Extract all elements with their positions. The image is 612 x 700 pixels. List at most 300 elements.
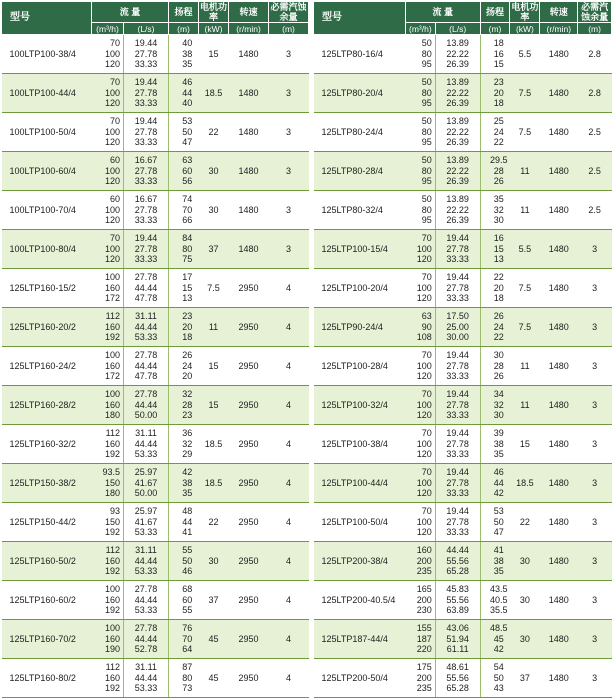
flow-ls-cell: 48.61 55.56 65.28 xyxy=(435,659,480,698)
table-row xyxy=(2,191,309,230)
power-cell: 7.5 xyxy=(510,308,540,347)
flow-m3h-cell: 100 160 172 xyxy=(92,269,124,308)
flow-ls-cell: 45.83 55.56 63.89 xyxy=(435,581,480,620)
flow-m3h-cell: 93 150 192 xyxy=(92,503,124,542)
model-cell: 125LTP80-32/4 xyxy=(314,191,406,230)
power-cell: 5.5 xyxy=(510,35,540,74)
flow-m3h-cell: 112 160 192 xyxy=(92,659,124,698)
flow-ls-cell: 31.11 44.44 53.33 xyxy=(124,542,169,581)
model-cell: 125LTP80-20/4 xyxy=(314,74,406,113)
flow-ls-cell: 27.78 44.44 50.00 xyxy=(124,386,169,425)
speed-cell: 1480 xyxy=(540,230,578,269)
power-cell: 5.5 xyxy=(510,230,540,269)
header-power-unit: (kW) xyxy=(199,23,229,35)
header-power: 电机功率 xyxy=(511,2,539,22)
head-cell: 17 15 13 xyxy=(169,269,199,308)
flow-m3h-cell: 70 100 120 xyxy=(92,230,124,269)
table-row xyxy=(2,425,309,464)
table-row xyxy=(314,386,612,425)
header-speed: 转速 xyxy=(229,2,269,23)
flow-ls-cell: 19.44 27.78 33.33 xyxy=(124,35,169,74)
flow-ls-cell: 19.44 27.78 33.33 xyxy=(435,230,480,269)
speed-cell: 1480 xyxy=(229,230,269,269)
table-row xyxy=(314,230,612,269)
speed-cell: 2950 xyxy=(229,581,269,620)
flow-m3h-cell: 50 80 95 xyxy=(405,74,435,113)
pump-spec-table-left xyxy=(1,1,309,698)
model-cell: 125LTP100-38/4 xyxy=(314,425,406,464)
header-head-unit: (m) xyxy=(480,23,510,35)
npsh-cell: 3 xyxy=(269,74,309,113)
flow-ls-cell: 17.50 25.00 30.00 xyxy=(435,308,480,347)
model-cell: 125LTP90-24/4 xyxy=(314,308,406,347)
flow-ls-cell: 43.06 51.94 61.11 xyxy=(435,620,480,659)
speed-cell: 1480 xyxy=(229,191,269,230)
speed-cell: 1480 xyxy=(540,386,578,425)
head-cell: 53 50 47 xyxy=(169,113,199,152)
flow-m3h-cell: 70 100 120 xyxy=(405,269,435,308)
npsh-cell: 3 xyxy=(578,659,612,698)
flow-m3h-cell: 112 160 192 xyxy=(92,308,124,347)
power-cell: 30 xyxy=(510,581,540,620)
head-cell: 48.5 45 42 xyxy=(480,620,510,659)
model-cell: 125LTP100-50/4 xyxy=(314,503,406,542)
power-cell: 45 xyxy=(199,620,229,659)
power-cell: 18.5 xyxy=(199,464,229,503)
power-cell: 30 xyxy=(510,620,540,659)
model-cell: 125LTP100-44/4 xyxy=(314,464,406,503)
flow-m3h-cell: 70 100 120 xyxy=(92,74,124,113)
flow-m3h-cell: 63 90 108 xyxy=(405,308,435,347)
flow-ls-cell: 16.67 27.78 33.33 xyxy=(124,152,169,191)
head-cell: 41 38 35 xyxy=(480,542,510,581)
speed-cell: 1480 xyxy=(540,347,578,386)
model-cell: 125LTP150-38/2 xyxy=(2,464,92,503)
flow-m3h-cell: 60 100 120 xyxy=(92,152,124,191)
header-speed-unit: (r/min) xyxy=(540,23,578,35)
npsh-cell: 3 xyxy=(269,152,309,191)
header-model: 型号 xyxy=(314,2,406,35)
power-cell: 11 xyxy=(510,386,540,425)
head-cell: 74 70 66 xyxy=(169,191,199,230)
speed-cell: 2950 xyxy=(229,620,269,659)
speed-cell: 2950 xyxy=(229,347,269,386)
model-cell: 125LTP160-70/2 xyxy=(2,620,92,659)
flow-m3h-cell: 70 100 120 xyxy=(92,35,124,74)
flow-ls-cell: 19.44 27.78 33.33 xyxy=(435,347,480,386)
head-cell: 48 44 41 xyxy=(169,503,199,542)
head-cell: 36 32 29 xyxy=(169,425,199,464)
speed-cell: 1480 xyxy=(229,113,269,152)
model-cell: 100LTP100-38/4 xyxy=(2,35,92,74)
table-row xyxy=(2,620,309,659)
flow-ls-cell: 13.89 22.22 26.39 xyxy=(435,113,480,152)
table-row xyxy=(2,464,309,503)
table-row xyxy=(314,308,612,347)
header-flow-m3h: (m³/h) xyxy=(405,23,435,35)
head-cell: 46 44 42 xyxy=(480,464,510,503)
speed-cell: 1480 xyxy=(540,191,578,230)
flow-m3h-cell: 70 100 120 xyxy=(405,386,435,425)
power-cell: 11 xyxy=(510,152,540,191)
head-cell: 42 38 35 xyxy=(169,464,199,503)
flow-ls-cell: 19.44 27.78 33.33 xyxy=(435,269,480,308)
model-cell: 100LTP100-70/4 xyxy=(2,191,92,230)
table-row xyxy=(2,503,309,542)
speed-cell: 1480 xyxy=(540,659,578,698)
header-flow-ls: (L/s) xyxy=(435,23,480,35)
power-cell: 15 xyxy=(199,35,229,74)
power-cell: 18.5 xyxy=(199,425,229,464)
speed-cell: 1480 xyxy=(540,464,578,503)
npsh-cell: 4 xyxy=(269,503,309,542)
speed-cell: 1480 xyxy=(229,74,269,113)
flow-ls-cell: 13.89 22.22 26.39 xyxy=(435,35,480,74)
model-cell: 125LTP187-44/4 xyxy=(314,620,406,659)
table-row xyxy=(314,347,612,386)
table-row xyxy=(314,503,612,542)
power-cell: 45 xyxy=(199,659,229,698)
model-cell: 125LTP100-28/4 xyxy=(314,347,406,386)
header-npsh-unit: (m) xyxy=(269,23,309,35)
table-row xyxy=(2,152,309,191)
npsh-cell: 4 xyxy=(269,464,309,503)
head-cell: 40 38 35 xyxy=(169,35,199,74)
power-cell: 11 xyxy=(510,347,540,386)
head-cell: 26 24 22 xyxy=(480,308,510,347)
flow-m3h-cell: 112 160 192 xyxy=(92,425,124,464)
power-cell: 22 xyxy=(510,503,540,542)
table-row xyxy=(2,74,309,113)
head-cell: 32 28 23 xyxy=(169,386,199,425)
head-cell: 16 15 13 xyxy=(480,230,510,269)
table-row xyxy=(2,230,309,269)
table-row xyxy=(2,386,309,425)
npsh-cell: 3 xyxy=(578,503,612,542)
flow-m3h-cell: 70 100 120 xyxy=(405,464,435,503)
power-cell: 37 xyxy=(199,230,229,269)
table-row xyxy=(314,659,612,698)
npsh-cell: 4 xyxy=(269,581,309,620)
npsh-cell: 3 xyxy=(578,464,612,503)
flow-ls-cell: 16.67 27.78 33.33 xyxy=(124,191,169,230)
npsh-cell: 4 xyxy=(269,659,309,698)
power-cell: 7.5 xyxy=(510,113,540,152)
flow-ls-cell: 19.44 27.78 33.33 xyxy=(435,464,480,503)
model-cell: 125LTP200-40.5/4 xyxy=(314,581,406,620)
header-flow-ls: (L/s) xyxy=(124,23,169,35)
table-row xyxy=(314,269,612,308)
flow-ls-cell: 44.44 55.56 65.28 xyxy=(435,542,480,581)
head-cell: 35 32 30 xyxy=(480,191,510,230)
power-cell: 15 xyxy=(199,347,229,386)
power-cell: 22 xyxy=(199,503,229,542)
npsh-cell: 4 xyxy=(269,425,309,464)
table-row xyxy=(314,74,612,113)
npsh-cell: 2.5 xyxy=(578,152,612,191)
flow-m3h-cell: 160 200 235 xyxy=(405,542,435,581)
npsh-cell: 3 xyxy=(578,581,612,620)
power-cell: 30 xyxy=(510,542,540,581)
model-cell: 125LTP160-20/2 xyxy=(2,308,92,347)
model-cell: 125LTP100-32/4 xyxy=(314,386,406,425)
model-cell: 125LTP160-80/2 xyxy=(2,659,92,698)
table-row xyxy=(2,347,309,386)
power-cell: 7.5 xyxy=(510,269,540,308)
table-row xyxy=(2,542,309,581)
power-cell: 15 xyxy=(199,386,229,425)
table-row xyxy=(314,35,612,74)
flow-ls-cell: 19.44 27.78 33.33 xyxy=(124,230,169,269)
flow-m3h-cell: 155 187 220 xyxy=(405,620,435,659)
flow-ls-cell: 13.89 22.22 26.39 xyxy=(435,191,480,230)
speed-cell: 2950 xyxy=(229,542,269,581)
speed-cell: 1480 xyxy=(540,269,578,308)
head-cell: 25 24 22 xyxy=(480,113,510,152)
flow-m3h-cell: 112 160 192 xyxy=(92,542,124,581)
model-cell: 125LTP200-38/4 xyxy=(314,542,406,581)
npsh-cell: 3 xyxy=(269,113,309,152)
head-cell: 54 50 43 xyxy=(480,659,510,698)
model-cell: 125LTP150-44/2 xyxy=(2,503,92,542)
power-cell: 18.5 xyxy=(510,464,540,503)
head-cell: 30 28 26 xyxy=(480,347,510,386)
model-cell: 125LTP80-24/4 xyxy=(314,113,406,152)
power-cell: 30 xyxy=(199,542,229,581)
npsh-cell: 2.5 xyxy=(578,113,612,152)
flow-ls-cell: 25.97 41.67 53.33 xyxy=(124,503,169,542)
power-cell: 37 xyxy=(199,581,229,620)
npsh-cell: 3 xyxy=(269,191,309,230)
power-cell: 11 xyxy=(510,191,540,230)
npsh-cell: 3 xyxy=(578,425,612,464)
npsh-cell: 4 xyxy=(269,308,309,347)
flow-m3h-cell: 50 80 95 xyxy=(405,113,435,152)
flow-m3h-cell: 70 100 120 xyxy=(405,503,435,542)
head-cell: 29.5 28 26 xyxy=(480,152,510,191)
flow-ls-cell: 27.78 44.44 47.78 xyxy=(124,269,169,308)
table-row xyxy=(2,308,309,347)
model-cell: 125LTP160-28/2 xyxy=(2,386,92,425)
power-cell: 7.5 xyxy=(199,269,229,308)
model-cell: 100LTP100-80/4 xyxy=(2,230,92,269)
speed-cell: 1480 xyxy=(540,113,578,152)
model-cell: 125LTP160-50/2 xyxy=(2,542,92,581)
npsh-cell: 3 xyxy=(269,230,309,269)
model-cell: 125LTP100-15/4 xyxy=(314,230,406,269)
flow-ls-cell: 27.78 44.44 47.78 xyxy=(124,347,169,386)
header-head-unit: (m) xyxy=(169,23,199,35)
head-cell: 63 60 56 xyxy=(169,152,199,191)
header-power-unit: (kW) xyxy=(510,23,540,35)
table-row xyxy=(314,113,612,152)
head-cell: 68 60 55 xyxy=(169,581,199,620)
speed-cell: 1480 xyxy=(540,35,578,74)
head-cell: 18 16 15 xyxy=(480,35,510,74)
head-cell: 55 50 46 xyxy=(169,542,199,581)
head-cell: 76 70 64 xyxy=(169,620,199,659)
speed-cell: 2950 xyxy=(229,386,269,425)
power-cell: 30 xyxy=(199,191,229,230)
npsh-cell: 3 xyxy=(578,620,612,659)
model-cell: 125LTP160-32/2 xyxy=(2,425,92,464)
flow-m3h-cell: 93.5 150 180 xyxy=(92,464,124,503)
header-model: 型号 xyxy=(2,2,92,35)
header-head: 扬程 xyxy=(169,2,199,23)
model-cell: 125LTP80-16/4 xyxy=(314,35,406,74)
model-cell: 125LTP80-28/4 xyxy=(314,152,406,191)
flow-ls-cell: 31.11 44.44 53.33 xyxy=(124,659,169,698)
header-power: 电机功率 xyxy=(199,2,227,22)
flow-m3h-cell: 70 100 120 xyxy=(405,425,435,464)
npsh-cell: 2.8 xyxy=(578,74,612,113)
table-row xyxy=(314,191,612,230)
flow-ls-cell: 27.78 44.44 52.78 xyxy=(124,620,169,659)
flow-m3h-cell: 60 100 120 xyxy=(92,191,124,230)
flow-m3h-cell: 50 80 95 xyxy=(405,35,435,74)
npsh-cell: 3 xyxy=(578,230,612,269)
npsh-cell: 4 xyxy=(269,620,309,659)
header-npsh: 必需汽蚀余量 xyxy=(578,2,612,23)
flow-ls-cell: 19.44 27.78 33.33 xyxy=(124,74,169,113)
flow-m3h-cell: 100 160 192 xyxy=(92,581,124,620)
flow-ls-cell: 13.89 22.22 26.39 xyxy=(435,74,480,113)
model-cell: 125LTP100-20/4 xyxy=(314,269,406,308)
head-cell: 53 50 47 xyxy=(480,503,510,542)
power-cell: 7.5 xyxy=(510,74,540,113)
npsh-cell: 3 xyxy=(578,542,612,581)
table-row xyxy=(314,581,612,620)
flow-ls-cell: 31.11 44.44 53.33 xyxy=(124,308,169,347)
model-cell: 100LTP100-44/4 xyxy=(2,74,92,113)
flow-m3h-cell: 70 100 120 xyxy=(405,347,435,386)
table-row xyxy=(314,425,612,464)
npsh-cell: 2.8 xyxy=(578,35,612,74)
speed-cell: 1480 xyxy=(540,308,578,347)
head-cell: 87 80 73 xyxy=(169,659,199,698)
header-npsh: 必需汽蚀余量 xyxy=(270,2,307,22)
speed-cell: 1480 xyxy=(540,581,578,620)
flow-m3h-cell: 175 200 235 xyxy=(405,659,435,698)
table-row xyxy=(2,35,309,74)
flow-ls-cell: 19.44 27.78 33.33 xyxy=(435,503,480,542)
speed-cell: 2950 xyxy=(229,269,269,308)
power-cell: 30 xyxy=(199,152,229,191)
header-speed: 转速 xyxy=(540,2,578,23)
header-speed-unit: (r/min) xyxy=(229,23,269,35)
speed-cell: 1480 xyxy=(540,74,578,113)
speed-cell: 1480 xyxy=(540,503,578,542)
speed-cell: 2950 xyxy=(229,503,269,542)
flow-m3h-cell: 165 200 230 xyxy=(405,581,435,620)
head-cell: 84 80 75 xyxy=(169,230,199,269)
npsh-cell: 3 xyxy=(578,269,612,308)
table-row xyxy=(314,464,612,503)
flow-ls-cell: 19.44 27.78 33.33 xyxy=(124,113,169,152)
header-flow: 流 量 xyxy=(92,2,169,23)
head-cell: 39 38 35 xyxy=(480,425,510,464)
table-row xyxy=(314,542,612,581)
table-row xyxy=(2,581,309,620)
table-row xyxy=(314,620,612,659)
flow-ls-cell: 13.89 22.22 26.39 xyxy=(435,152,480,191)
head-cell: 26 24 20 xyxy=(169,347,199,386)
speed-cell: 2950 xyxy=(229,659,269,698)
speed-cell: 1480 xyxy=(540,425,578,464)
npsh-cell: 3 xyxy=(578,386,612,425)
model-cell: 100LTP100-60/4 xyxy=(2,152,92,191)
npsh-cell: 3 xyxy=(578,347,612,386)
speed-cell: 1480 xyxy=(540,620,578,659)
power-cell: 37 xyxy=(510,659,540,698)
flow-m3h-cell: 70 100 120 xyxy=(92,113,124,152)
speed-cell: 1480 xyxy=(540,542,578,581)
table-row xyxy=(2,269,309,308)
head-cell: 46 44 40 xyxy=(169,74,199,113)
head-cell: 23 20 18 xyxy=(480,74,510,113)
flow-m3h-cell: 70 100 120 xyxy=(405,230,435,269)
table-row xyxy=(2,659,309,698)
head-cell: 43.5 40.5 35.5 xyxy=(480,581,510,620)
speed-cell: 2950 xyxy=(229,464,269,503)
flow-ls-cell: 19.44 27.78 33.33 xyxy=(435,425,480,464)
flow-ls-cell: 27.78 44.44 53.33 xyxy=(124,581,169,620)
npsh-cell: 4 xyxy=(269,542,309,581)
head-cell: 34 32 30 xyxy=(480,386,510,425)
flow-ls-cell: 19.44 27.78 33.33 xyxy=(435,386,480,425)
npsh-cell: 3 xyxy=(269,35,309,74)
flow-m3h-cell: 50 80 95 xyxy=(405,191,435,230)
npsh-cell: 4 xyxy=(269,347,309,386)
npsh-cell: 3 xyxy=(578,308,612,347)
header-head: 扬程 xyxy=(480,2,510,23)
speed-cell: 1480 xyxy=(229,35,269,74)
table-body-left xyxy=(2,35,309,698)
model-cell: 100LTP100-50/4 xyxy=(2,113,92,152)
npsh-cell: 4 xyxy=(269,386,309,425)
speed-cell: 1480 xyxy=(540,152,578,191)
pump-spec-table-right xyxy=(313,1,612,698)
table-body-right xyxy=(314,35,612,698)
header-flow-m3h: (m³/h) xyxy=(92,23,124,35)
table-row xyxy=(2,113,309,152)
head-cell: 22 20 18 xyxy=(480,269,510,308)
speed-cell: 2950 xyxy=(229,308,269,347)
flow-m3h-cell: 100 160 190 xyxy=(92,620,124,659)
model-cell: 125LTP160-24/2 xyxy=(2,347,92,386)
flow-m3h-cell: 50 80 95 xyxy=(405,152,435,191)
power-cell: 18.5 xyxy=(199,74,229,113)
speed-cell: 2950 xyxy=(229,425,269,464)
model-cell: 125LTP160-60/2 xyxy=(2,581,92,620)
head-cell: 23 20 18 xyxy=(169,308,199,347)
flow-m3h-cell: 100 160 172 xyxy=(92,347,124,386)
header-flow: 流 量 xyxy=(405,2,480,23)
model-cell: 125LTP160-15/2 xyxy=(2,269,92,308)
flow-ls-cell: 31.11 44.44 53.33 xyxy=(124,425,169,464)
speed-cell: 1480 xyxy=(229,152,269,191)
power-cell: 22 xyxy=(199,113,229,152)
flow-m3h-cell: 100 160 180 xyxy=(92,386,124,425)
power-cell: 11 xyxy=(199,308,229,347)
power-cell: 15 xyxy=(510,425,540,464)
header-npsh-unit: (m) xyxy=(578,23,612,35)
table-row xyxy=(314,152,612,191)
npsh-cell: 4 xyxy=(269,269,309,308)
model-cell: 125LTP200-50/4 xyxy=(314,659,406,698)
npsh-cell: 2.5 xyxy=(578,191,612,230)
flow-ls-cell: 25.97 41.67 50.00 xyxy=(124,464,169,503)
